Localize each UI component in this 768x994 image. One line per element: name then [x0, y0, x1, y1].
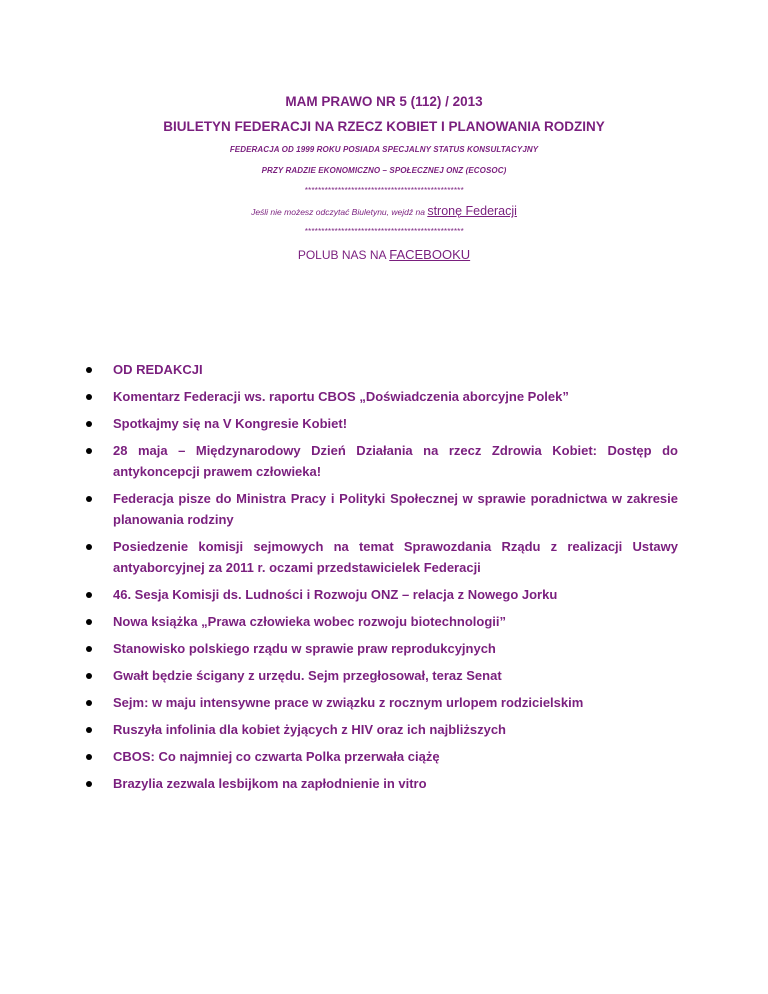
- toc-item[interactable]: Gwałt będzie ścigany z urzędu. Sejm przegłosował, teraz Senat: [83, 665, 678, 686]
- bulletin-title: MAM PRAWO NR 5 (112) / 2013: [285, 94, 483, 109]
- bulletin-subtitle: BIULETYN FEDERACJI NA RZECZ KOBIET I PLANOWANIA RODZINY: [163, 119, 605, 134]
- bullet-icon: [86, 367, 92, 373]
- bullet-icon: [86, 727, 92, 733]
- bullet-icon: [86, 781, 92, 787]
- federation-site-link[interactable]: stronę Federacji: [427, 204, 517, 218]
- toc-item[interactable]: Ruszyła infolinia dla kobiet żyjących z HIV oraz ich najbliższych: [83, 719, 678, 740]
- bulletin-header: [0, 94, 768, 263]
- notice-text: Jeśli nie możesz odczytać Biuletynu, wejdź na: [251, 207, 425, 217]
- toc-item[interactable]: 28 maja – Międzynarodowy Dzień Działania na rzecz Zdrowia Kobiet: Dostęp do antykoncepcji prawem człowieka!: [83, 440, 678, 482]
- toc-item[interactable]: Nowa książka „Prawa człowieka wobec rozwoju biotechnologii”: [83, 611, 678, 632]
- toc-item[interactable]: Stanowisko polskiego rządu w sprawie praw reprodukcyjnych: [83, 638, 678, 659]
- toc-item[interactable]: Sejm: w maju intensywne prace w związku z rocznym urlopem rodzicielskim: [83, 692, 678, 713]
- table-of-contents: [83, 359, 678, 800]
- notice-line: [0, 204, 768, 219]
- bullet-icon: [86, 673, 92, 679]
- bullet-icon: [86, 592, 92, 598]
- toc-item[interactable]: Spotkajmy się na V Kongresie Kobiet!: [83, 413, 678, 434]
- facebook-link[interactable]: FACEBOOKU: [389, 247, 471, 262]
- bullet-icon: [86, 496, 92, 502]
- bullet-icon: [86, 394, 92, 400]
- status-line-1: FEDERACJA OD 1999 ROKU POSIADA SPECJALNY STATUS KONSULTACYJNY: [229, 145, 539, 154]
- toc-item[interactable]: Brazylia zezwala lesbijkom na zapłodnienie in vitro: [83, 773, 678, 794]
- toc-item[interactable]: 46. Sesja Komisji ds. Ludności i Rozwoju ONZ – relacja z Nowego Jorku: [83, 584, 678, 605]
- toc-item[interactable]: CBOS: Co najmniej co czwarta Polka przerwała ciążę: [83, 746, 678, 767]
- like-us-text: POLUB NAS NA: [297, 248, 386, 262]
- toc-item[interactable]: Federacja pisze do Ministra Pracy i Polityki Społecznej w sprawie poradnictwa w zakresie planowania rodziny: [83, 488, 678, 530]
- bullet-icon: [86, 754, 92, 760]
- stars-divider-bottom: ************************************************: [304, 227, 464, 236]
- stars-divider-top: ************************************************: [304, 186, 464, 195]
- toc-item[interactable]: OD REDAKCJI: [83, 359, 678, 380]
- bullet-icon: [86, 700, 92, 706]
- like-us-line: [0, 247, 768, 263]
- bullet-icon: [86, 544, 92, 550]
- status-line-2: PRZY RADZIE EKONOMICZNO – SPOŁECZNEJ ONZ (ECOSOC): [261, 166, 507, 175]
- bullet-icon: [86, 448, 92, 454]
- bullet-icon: [86, 619, 92, 625]
- bullet-icon: [86, 646, 92, 652]
- bullet-icon: [86, 421, 92, 427]
- toc-item[interactable]: Posiedzenie komisji sejmowych na temat Sprawozdania Rządu z realizacji Ustawy antyaborcyjnej za 2011 r. oczami przedstawicielek Federacji: [83, 536, 678, 578]
- toc-item[interactable]: Komentarz Federacji ws. raportu CBOS „Doświadczenia aborcyjne Polek”: [83, 386, 678, 407]
